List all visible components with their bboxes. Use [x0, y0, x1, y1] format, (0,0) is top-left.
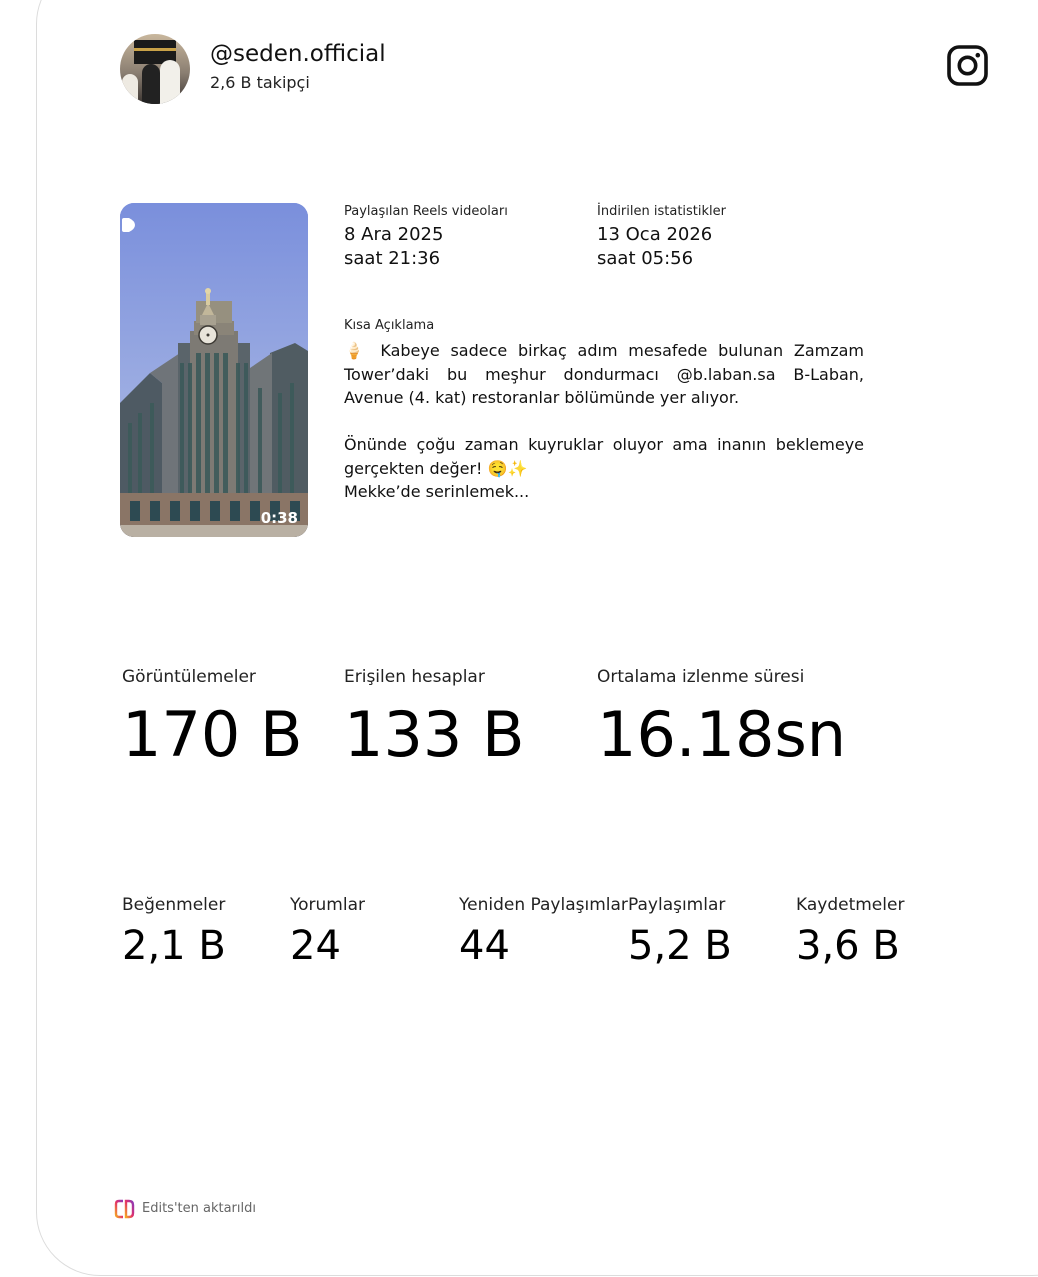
reel-play-icon — [120, 217, 136, 233]
shared-date: 8 Ara 2025 — [344, 224, 444, 245]
saves-stat — [796, 895, 904, 971]
description-label: Kısa Açıklama — [344, 318, 435, 333]
shares-value: 5,2 B — [628, 923, 732, 969]
profile-handle[interactable]: @seden.official — [210, 41, 386, 67]
clock-tower-image — [120, 203, 308, 537]
avg-watch-label: Ortalama izlenme süresi — [597, 667, 805, 687]
shared-label: Paylaşılan Reels videoları — [344, 204, 508, 219]
saves-label: Kaydetmeler — [796, 895, 905, 915]
downloaded-time: saat 05:56 — [597, 248, 694, 269]
comments-value: 24 — [290, 923, 341, 969]
reposts-label: Yeniden Paylaşımlar — [459, 895, 628, 915]
shares-label: Paylaşımlar — [628, 895, 726, 915]
likes-value: 2,1 B — [122, 923, 226, 969]
reach-stat — [344, 667, 525, 775]
reel-thumbnail[interactable] — [120, 203, 308, 537]
reposts-stat — [459, 895, 628, 971]
stats-card — [36, 0, 1038, 1276]
follower-count: 2,6 B takipçi — [210, 73, 310, 92]
edits-icon — [114, 1199, 136, 1219]
shared-info — [344, 204, 508, 271]
description-section — [344, 318, 864, 504]
reel-duration: 0:38 — [260, 509, 298, 527]
views-label: Görüntülemeler — [122, 667, 256, 687]
saves-value: 3,6 B — [796, 923, 900, 969]
reposts-value: 44 — [459, 923, 510, 969]
instagram-icon[interactable] — [947, 45, 988, 86]
comments-stat — [290, 895, 365, 971]
downloaded-date: 13 Oca 2026 — [597, 224, 713, 245]
comments-label: Yorumlar — [290, 895, 365, 915]
reach-label: Erişilen hesaplar — [344, 667, 485, 687]
description-text: 🍦 Kabeye sadece birkaç adım mesafede bulunan Zamzam Tower’daki bu meşhur dondurmacı @b.laban.sa B-Laban, Avenue (4. kat) restoranlar bölümünde yer alıyor. Önünde çoğu zaman kuyruklar oluyor ama inanın beklemeye gerçekten değer! 🤤✨ Mekke’de serinlemek... — [344, 341, 864, 501]
downloaded-label: İndirilen istatistikler — [597, 204, 726, 219]
avg-watch-value: 16.18sn — [597, 698, 847, 771]
avg-watch-stat — [597, 667, 846, 775]
views-stat — [122, 667, 303, 775]
likes-stat — [122, 895, 226, 971]
views-value: 170 B — [122, 698, 303, 771]
avatar[interactable] — [120, 34, 190, 104]
shares-stat — [628, 895, 732, 971]
shared-time: saat 21:36 — [344, 248, 441, 269]
footer-text: Edits'ten aktarıldı — [142, 1201, 256, 1216]
downloaded-info — [597, 204, 726, 271]
likes-label: Beğenmeler — [122, 895, 226, 915]
reach-value: 133 B — [344, 698, 525, 771]
